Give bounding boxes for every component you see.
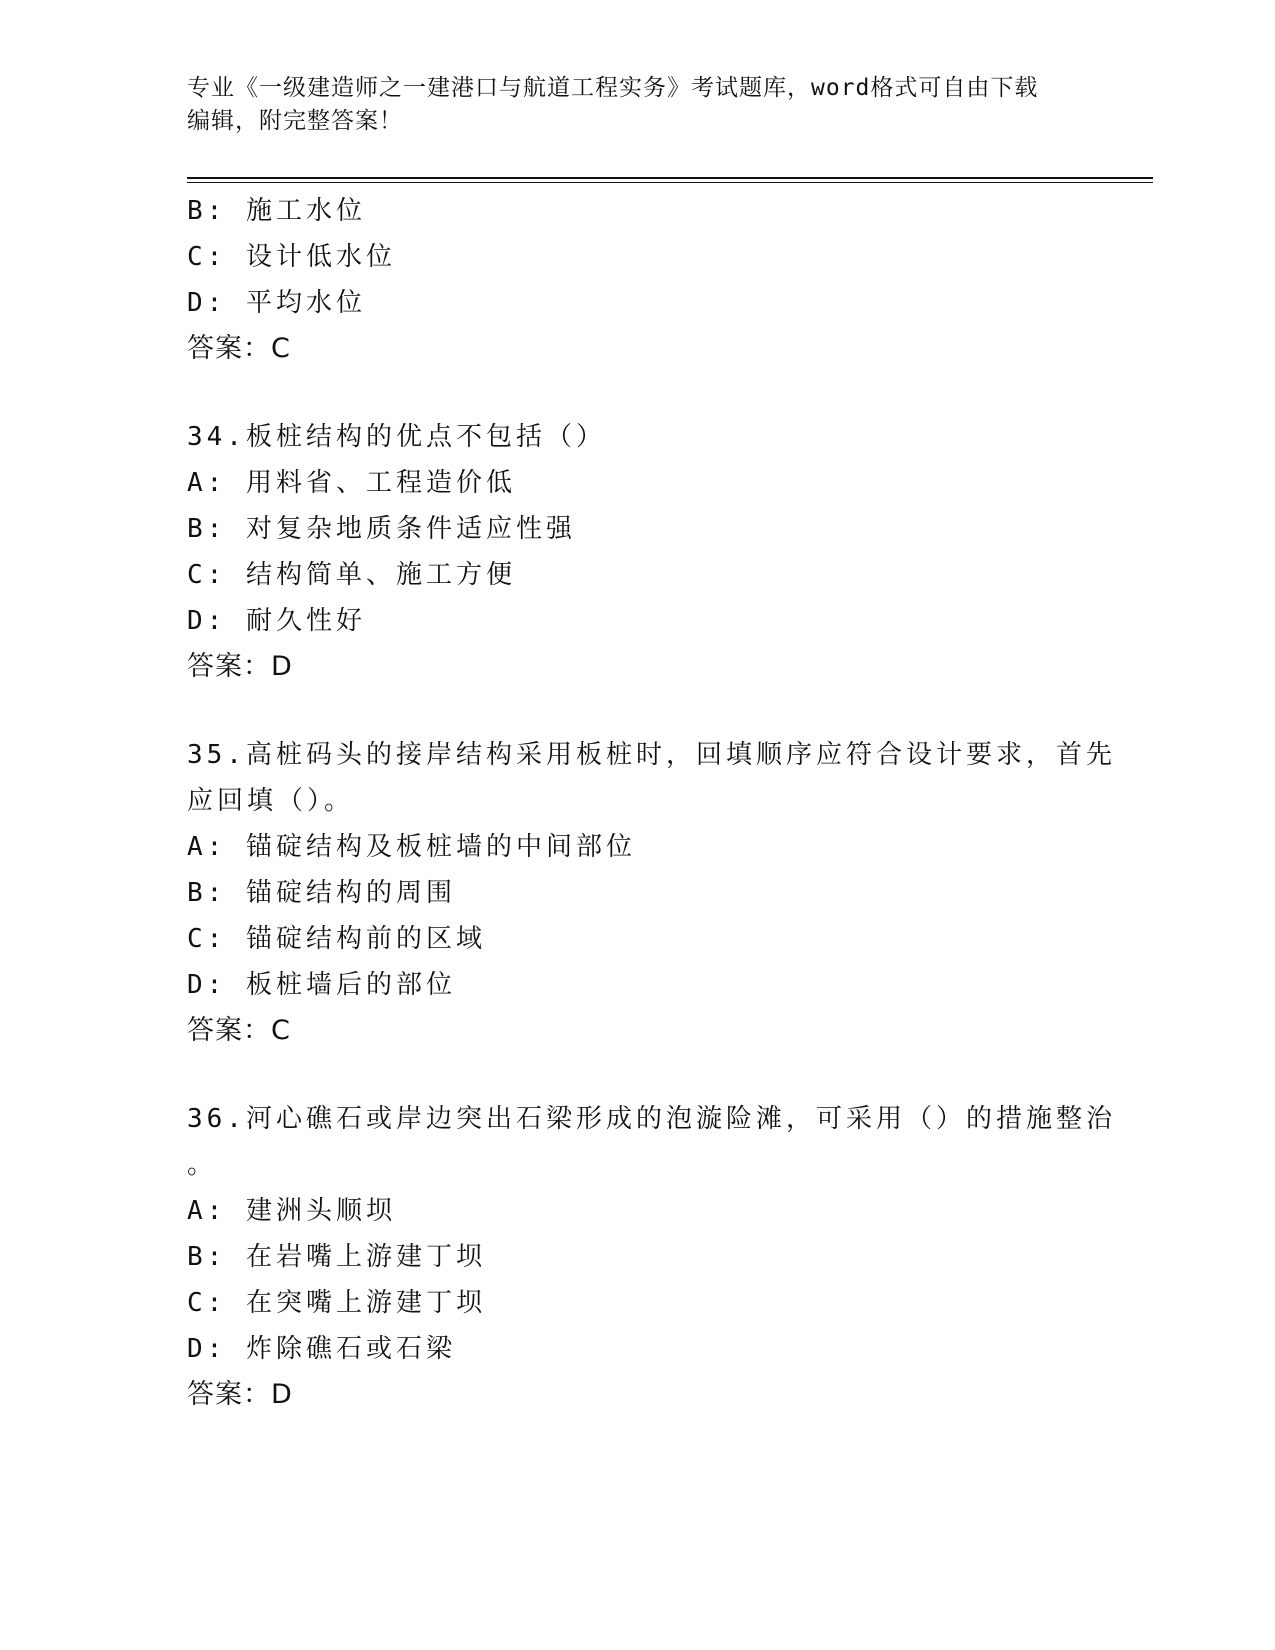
option-d: D: 炸除礁石或石梁	[187, 1334, 456, 1364]
option-d: D: 耐久性好	[187, 606, 366, 636]
question-text-line-2: 。	[187, 1150, 218, 1180]
question-text-line-1: 35.高桩码头的接岸结构采用板桩时，回填顺序应符合设计要求，首先	[187, 740, 1116, 770]
option-c: C: 结构简单、施工方便	[187, 560, 516, 590]
spacer	[187, 690, 1087, 732]
option-b: B: 在岩嘴上游建丁坝	[187, 1242, 486, 1272]
option-a: A: 锚碇结构及板桩墙的中间部位	[187, 832, 636, 862]
answer-line: 答案：C	[187, 1015, 291, 1046]
option-d: D: 平均水位	[187, 288, 366, 318]
option-c: C: 锚碇结构前的区域	[187, 924, 486, 954]
document-header	[187, 72, 1087, 138]
option-a: A: 建洲头顺坝	[187, 1196, 396, 1226]
question-text-line-2: 应回填（）。	[187, 786, 355, 816]
question-block-33	[187, 188, 1087, 372]
question-block-35	[187, 732, 1116, 1054]
header-line-1: 专业《一级建造师之一建港口与航道工程实务》考试题库，word格式可自由下载	[187, 75, 1039, 101]
option-c: C: 在突嘴上游建丁坝	[187, 1288, 486, 1318]
answer-line: 答案：C	[187, 333, 291, 364]
header-divider-thin	[187, 182, 1153, 183]
option-b: B: 对复杂地质条件适应性强	[187, 514, 576, 544]
option-c: C: 设计低水位	[187, 242, 396, 272]
spacer	[187, 372, 1087, 414]
option-b: B: 锚碇结构的周围	[187, 878, 456, 908]
answer-line: 答案：D	[187, 651, 293, 682]
question-block-34	[187, 414, 1087, 690]
header-divider-thick	[187, 177, 1153, 179]
question-text-line-1: 36.河心礁石或岸边突出石梁形成的泡漩险滩，可采用（）的措施整治	[187, 1104, 1116, 1134]
option-b: B: 施工水位	[187, 196, 366, 226]
document-body	[187, 188, 1116, 1418]
question-block-36	[187, 1096, 1116, 1418]
option-a: A: 用料省、工程造价低	[187, 468, 516, 498]
question-text: 34.板桩结构的优点不包括（）	[187, 422, 606, 452]
answer-line: 答案：D	[187, 1379, 293, 1410]
option-d: D: 板桩墙后的部位	[187, 970, 456, 1000]
header-line-2: 编辑，附完整答案！	[187, 108, 403, 134]
spacer	[187, 1054, 1087, 1096]
